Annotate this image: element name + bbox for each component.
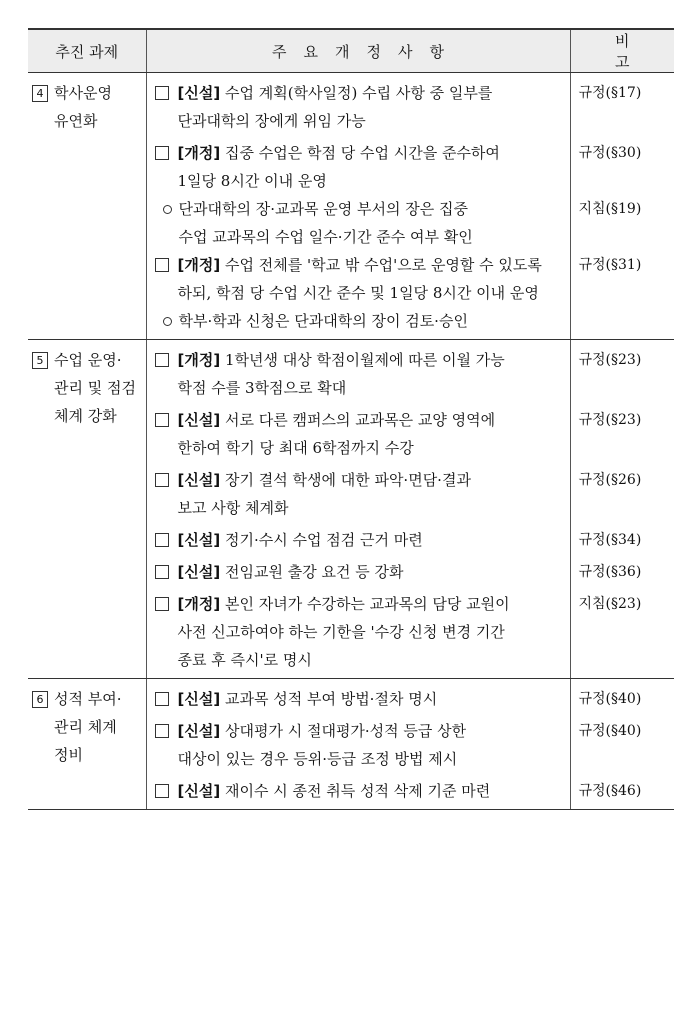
checkbox-bullet-icon [155,565,169,579]
item-text [178,590,510,674]
item-text [178,139,500,195]
task-cell [28,679,146,810]
header-main: 주요개정사항 [146,29,570,73]
list-item [155,685,564,713]
item-text [178,717,467,773]
item-note [579,307,675,335]
list-item [155,590,564,674]
list-item [155,195,564,251]
item-note: 규정(§23) [578,412,642,428]
item-text [179,307,468,335]
checkbox-bullet-icon [155,258,169,272]
checkbox-bullet-icon [155,413,169,427]
list-item [155,307,564,335]
task-number: 5 [32,352,48,369]
notes-cell [570,679,674,810]
task-cell [28,73,146,340]
item-text [178,526,423,554]
list-item [155,406,564,462]
item-note: 규정(§40) [578,691,642,707]
list-item [155,777,564,805]
checkbox-bullet-icon [155,146,169,160]
task-title: 학사운영 유연화 [54,84,112,130]
list-item [155,466,564,522]
item-body: 수업 전체를 '학교 밖 수업'으로 운영할 수 있도록 하되, 학점 당 수업 시간 준수 및 1일당 8시간 이내 운영 [177,256,542,302]
item-body: 장기 결석 학생에 대한 파악·면담·결과 보고 사항 체계화 [177,471,471,517]
circle-bullet-icon [163,317,172,326]
item-text [179,195,473,251]
list-item [155,139,564,195]
notes-cell [570,340,674,679]
task-number: 4 [32,85,48,102]
task-heading [32,346,146,430]
list-item [155,79,564,135]
items-cell [146,679,570,810]
checkbox-bullet-icon [155,86,169,100]
header-note: 비고 [570,29,674,73]
item-note: 규정(§36) [578,564,642,580]
item-body: 학부·학과 신청은 단과대학의 장이 검토·승인 [178,312,468,330]
checkbox-bullet-icon [155,597,169,611]
item-note: 지침(§19) [578,201,642,217]
table-row [28,73,674,340]
item-note: 규정(§31) [578,257,642,273]
item-text [178,406,496,462]
item-text [178,777,491,805]
item-body: 교과목 성적 부여 방법·절차 명시 [220,690,438,708]
checkbox-bullet-icon [155,724,169,738]
item-note: 규정(§34) [578,532,642,548]
checkbox-bullet-icon [155,692,169,706]
header-task: 추진 과제 [28,29,146,73]
item-text [178,79,493,135]
item-text [178,685,438,713]
item-tag: [신설] [177,563,221,581]
item-body: 전임교원 출강 요건 등 강화 [220,563,404,581]
item-tag: [개정] [177,144,221,162]
item-note: 규정(§46) [578,783,642,799]
item-tag: [신설] [177,722,221,740]
circle-bullet-icon [163,205,172,214]
item-tag: [신설] [177,690,221,708]
item-body: 서로 다른 캠퍼스의 교과목은 교양 영역에 한하여 학기 당 최대 6학점까지 수강 [177,411,496,457]
task-number: 6 [32,691,48,708]
item-tag: [신설] [177,782,221,800]
checkbox-bullet-icon [155,473,169,487]
item-body: 재이수 시 종전 취득 성적 삭제 기준 마련 [220,782,491,800]
item-note: 규정(§23) [578,352,642,368]
checkbox-bullet-icon [155,353,169,367]
task-title: 수업 운영· 관리 및 점검 체계 강화 [54,351,136,425]
task-cell [28,340,146,679]
item-body: 집중 수업은 학점 당 수업 시간을 준수하여 1일당 8시간 이내 운영 [177,144,500,190]
item-body: 수업 계획(학사일정) 수립 사항 중 일부를 단과대학의 장에게 위임 가능 [177,84,493,130]
item-body: 1학년생 대상 학점이월제에 따른 이월 가능 학점 수를 3학점으로 확대 [177,351,505,397]
item-tag: [신설] [177,84,221,102]
item-note: 규정(§26) [578,472,642,488]
item-tag: [신설] [177,531,221,549]
list-item [155,251,564,307]
items-cell [146,340,570,679]
item-text [178,346,505,402]
table-header-row [28,29,674,73]
item-tag: [개정] [177,351,221,369]
item-tag: [개정] [177,595,221,613]
list-item [155,346,564,402]
item-body: 상대평가 시 절대평가·성적 등급 상한 대상이 있는 경우 등위·등급 조정 방법 제시 [177,722,467,768]
item-body: 본인 자녀가 수강하는 교과목의 담당 교원이 사전 신고하여야 하는 기한을 '수강 신청 변경 기간 종료 후 즉시'로 명시 [177,595,510,669]
checkbox-bullet-icon [155,533,169,547]
item-note: 규정(§40) [578,723,642,739]
checkbox-bullet-icon [155,784,169,798]
list-item [155,558,564,586]
item-body: 정기·수시 수업 점검 근거 마련 [220,531,423,549]
items-cell [146,73,570,340]
notes-cell [570,73,674,340]
item-text [178,466,471,522]
task-heading [32,79,146,135]
table-row [28,340,674,679]
item-note: 규정(§17) [578,85,642,101]
item-body: 단과대학의 장·교과목 운영 부서의 장은 집중 수업 교과목의 수업 일수·기간 준수 여부 확인 [178,200,473,246]
list-item [155,526,564,554]
item-tag: [신설] [177,471,221,489]
item-tag: [개정] [177,256,221,274]
item-note: 규정(§30) [578,145,642,161]
item-tag: [신설] [177,411,221,429]
table-row [28,679,674,810]
item-text [178,251,542,307]
task-title: 성적 부여· 관리 체계 정비 [54,690,122,764]
item-note: 지침(§23) [578,596,642,612]
task-heading [32,685,146,769]
revision-table [28,28,674,810]
document-page [28,28,674,810]
list-item [155,717,564,773]
item-text [178,558,404,586]
